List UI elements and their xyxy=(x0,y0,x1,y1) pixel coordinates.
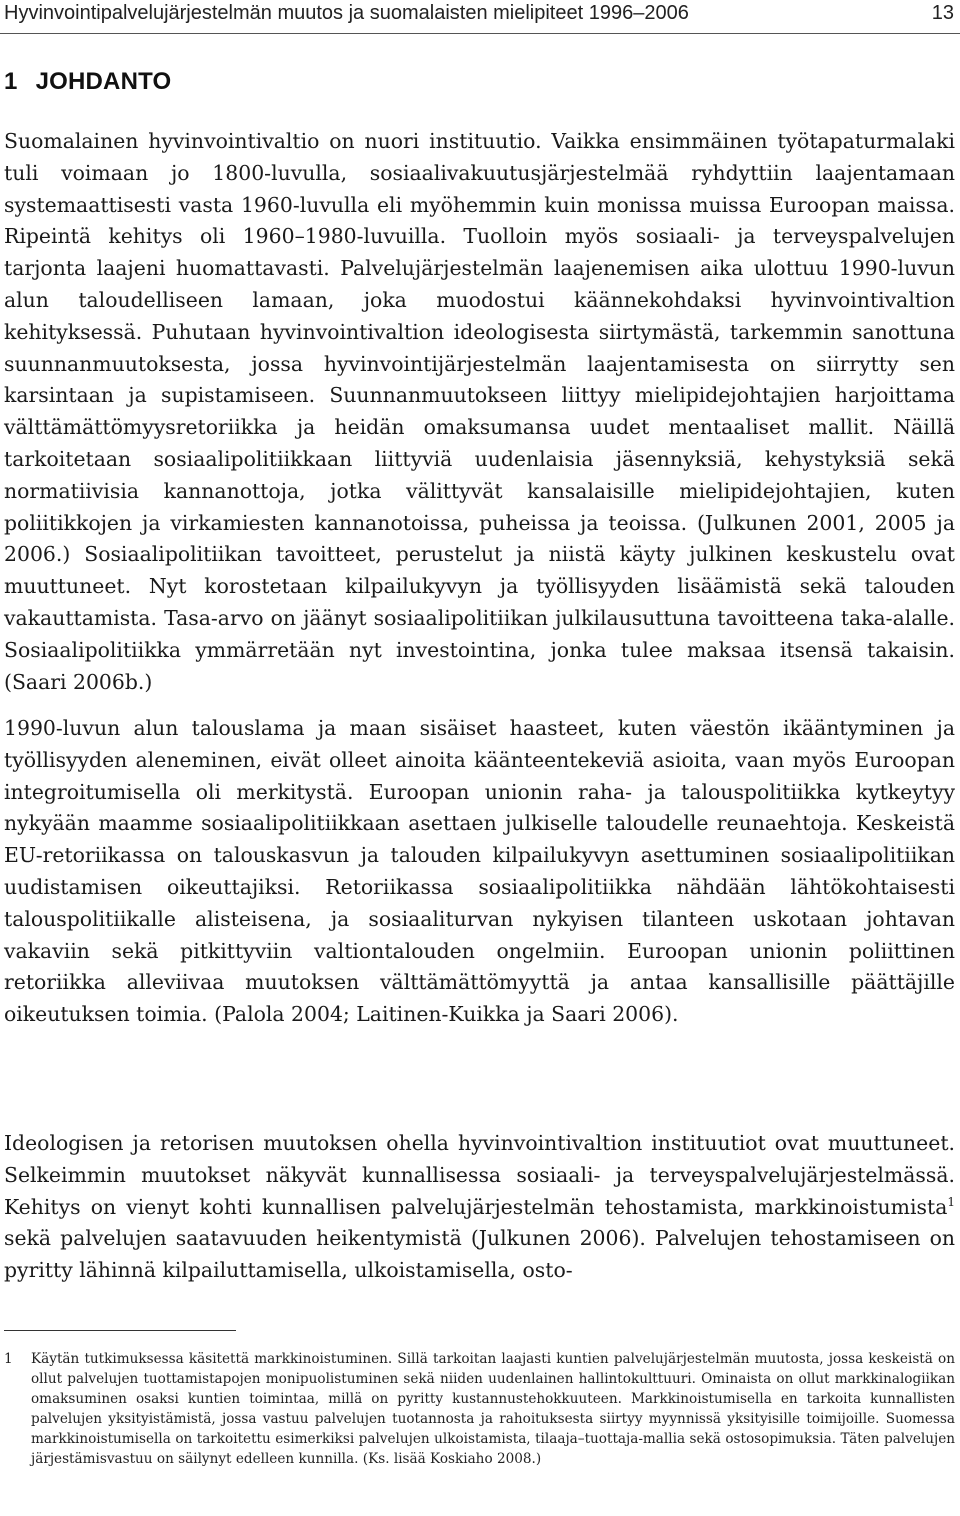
paragraph-3-tail: sekä palvelujen saatavuuden heikentymistä (Julkunen 2006). Palvelujen tehostamiseen on pyritty lähinnä kilpailuttamisella, ulkoistamisella, osto- xyxy=(4,1226,955,1283)
header-rule xyxy=(0,33,960,34)
paragraph-1: Suomalainen hyvinvointivaltio on nuori instituutio. Vaikka ensimmäinen työtapaturmalaki tuli voimaan jo 1800-luvulla, sosiaalivakuutusjärjestelmää ryhdyttiin laajentamaan systemaattisesti vasta 1960-luvulla eli myöhemmin kuin monissa muissa Euroopan maissa. Ripeintä kehitys oli 1960–1980-luvuilla. Tuolloin myös sosiaali- ja terveyspalvelujen tarjonta laajeni huomattavasti. Palvelujärjestelmän laajenemisen aika ulottuu 1990-luvun alun taloudelliseen lamaan, joka muodostui käännekohdaksi hyvinvointivaltion kehityksessä. Puhutaan hyvinvointivaltion ideologisesta siirtymästä, tarkemmin sanottuna suunnanmuutoksesta, jossa hyvinvointijärjestelmän laajentamisesta on siirrytty sen karsintaan ja supistamiseen. Suunnanmuutokseen liittyy mielipidejohtajien harjoittama välttämättömyysretoriikka ja heidän omaksumansa uudet mentaaliset mallit. Näillä tarkoitetaan sosiaalipolitiikkaan liittyviä uudenlaisia jäsennyksiä, kehystyksiä sekä normatiivisia kannanottoja, jotka välittyvät kansalaisille mielipidejohtajien, kuten poliitikkojen ja virkamiesten kannanotoissa, puheissa ja teoissa. (Julkunen 2001, 2005 ja 2006.) Sosiaalipolitiikan tavoitteet, perustelut ja niistä käyty julkinen keskustelu ovat muuttuneet. Nyt korostetaan kilpailukyvyn ja työllisyyden lisäämistä sekä talouden vakauttamista. Tasa-arvo on jäänyt sosiaalipolitiikan julkilausuttuna tavoitteena taka-alalle. Sosiaalipolitiikka ymmärretään nyt investointina, jonka tulee maksaa itsensä takaisin. (Saari 2006b.) xyxy=(4,129,955,694)
chapter-heading xyxy=(4,68,171,96)
footnote xyxy=(4,1349,955,1469)
footnote-reference[interactable]: 1 xyxy=(947,1194,955,1209)
footnote-number: 1 xyxy=(4,1351,13,1367)
paragraph-3-head: Ideologisen ja retorisen muutoksen ohella hyvinvointivaltion instituutiot ovat muuttuneet. Selkeimmin muutokset näkyvät kunnallisessa sosiaali- ja terveyspalvelujärjestelmässä. Kehitys on vienyt kohti kunnallisen palvelujärjestelmän tehostamista, markkinoistumista xyxy=(4,1131,955,1219)
page-number: 13 xyxy=(931,2,954,24)
chapter-number: 1 xyxy=(4,68,18,95)
footnote-text: Käytän tutkimuksessa käsitettä markkinoistuminen. Sillä tarkoitan laajasti kuntien palvelujärjestelmän muutosta, jossa keskeistä on ollut palvelujen tuottamistapojen monipuolistuminen sekä niiden uudenlainen hallintokulttuuri. Ominaista on ollut markkinalogiikan omaksuminen osaksi kuntien toimintaa, millä on pyritty kustannustehokkuuteen. Markkinoistumisella en tarkoita kunnallisten palvelujen yksityistämistä, jossa vastuu palvelujen tuotannosta ja rahoituksesta siirtyy myynnissä yksityisille toimijoille. Suomessa markkinoistumisella on tarkoitettu esimerkiksi palvelujen ulkoistamista, tilaaja–tuottaja-mallia sekä ostosopimuksia. Täten palvelujen järjestämisvastuu on säilynyt edelleen kunnilla. (Ks. lisää Koskiaho 2008.) xyxy=(31,1351,955,1467)
running-head xyxy=(4,0,956,33)
chapter-title: JOHDANTO xyxy=(35,68,172,95)
paragraph-2: 1990-luvun alun talouslama ja maan sisäiset haasteet, kuten väestön ikääntyminen ja työllisyyden aleneminen, eivät olleet ainoita käänteentekeviä asioita, vaan myös Euroopan integroitumisella oli merkitystä. Euroopan unionin raha- ja talouspolitiikka kytkeytyy nykyään maamme sosiaalipolitiikkaan asettaen julkiselle taloudelle reunaehtoja. Keskeistä EU-retoriikassa on talouskasvun ja talouden kilpailukyvyn asettuminen sosiaalipolitiikan uudistamisen oikeuttajiksi. Retoriikassa sosiaalipolitiikka nähdään lähtökohtaisesti talouspolitiikalle alisteisena, ja sosiaaliturvan nykyisen tilanteen uskotaan johtavan vakaviin sekä pitkittyviin valtiontalouden ongelmiin. Euroopan unionin poliittinen retoriikka alleviivaa muutoksen välttämättömyyttä ja antaa kansallisille päättäjille oikeutuksen toimia. (Palola 2004; Laitinen-Kuikka ja Saari 2006). xyxy=(4,716,955,1027)
footnote-rule xyxy=(4,1330,236,1331)
running-head-title: Hyvinvointipalvelujärjestelmän muutos ja suomalaisten mielipiteet 1996–2006 xyxy=(4,2,689,24)
paragraph-3 xyxy=(4,1128,955,1287)
